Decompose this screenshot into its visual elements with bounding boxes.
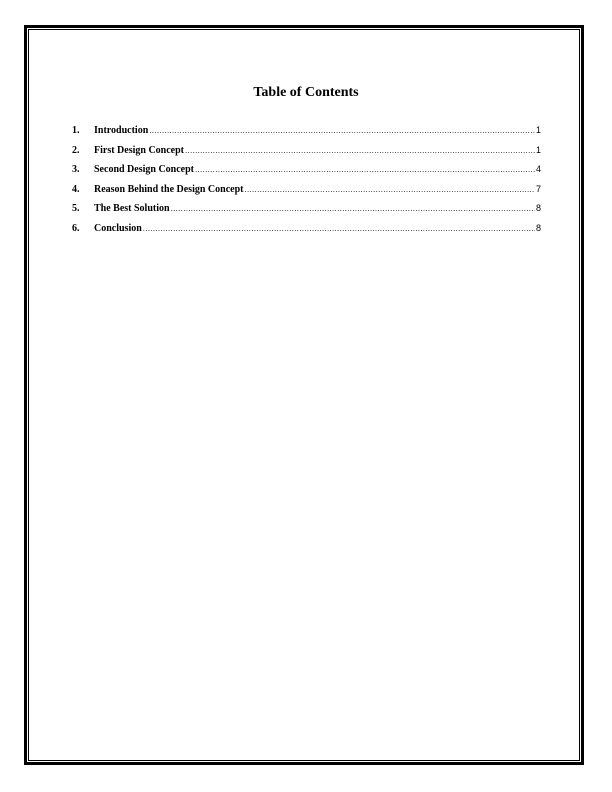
toc-entry-page: 1 xyxy=(535,144,541,155)
toc-entry-number: 6. xyxy=(72,222,80,234)
toc-entry[interactable] xyxy=(72,221,541,241)
toc-entry-number: 4. xyxy=(72,183,80,195)
toc-entry[interactable] xyxy=(72,123,541,143)
toc-entry[interactable] xyxy=(72,143,541,163)
toc-dot-leader xyxy=(195,163,535,177)
toc-entry-label[interactable]: First Design Concept xyxy=(94,144,184,156)
toc-entry-label[interactable]: The Best Solution xyxy=(94,203,170,215)
toc-entry-page: 1 xyxy=(535,125,541,135)
toc-entry-number: 5. xyxy=(72,203,80,215)
toc-entry-label[interactable]: Introduction xyxy=(94,125,149,136)
toc-entry-number: 2. xyxy=(72,144,80,156)
toc-entry-number: 3. xyxy=(72,164,80,176)
toc-entry-label[interactable]: Conclusion xyxy=(94,222,142,234)
toc-entry[interactable] xyxy=(72,182,541,202)
toc-entry[interactable] xyxy=(72,201,541,221)
toc-entry-label[interactable]: Reason Behind the Design Concept xyxy=(94,183,244,195)
toc-entry[interactable] xyxy=(72,162,541,182)
toc-entry-page: 8 xyxy=(535,222,541,233)
toc-entry-page: 4 xyxy=(535,164,541,175)
toc-dot-leader xyxy=(143,222,535,236)
toc-entry-label[interactable]: Second Design Concept xyxy=(94,164,195,176)
toc-dot-leader xyxy=(244,183,535,197)
toc-list xyxy=(72,123,541,241)
toc-entry-page: 7 xyxy=(535,183,541,194)
toc-dot-leader xyxy=(185,144,535,158)
toc-entry-number: 1. xyxy=(72,125,80,136)
toc-title: Table of Contents xyxy=(253,85,359,100)
toc-dot-leader xyxy=(171,202,535,216)
toc-dot-leader xyxy=(149,124,535,138)
toc-entry-page: 8 xyxy=(535,203,541,214)
